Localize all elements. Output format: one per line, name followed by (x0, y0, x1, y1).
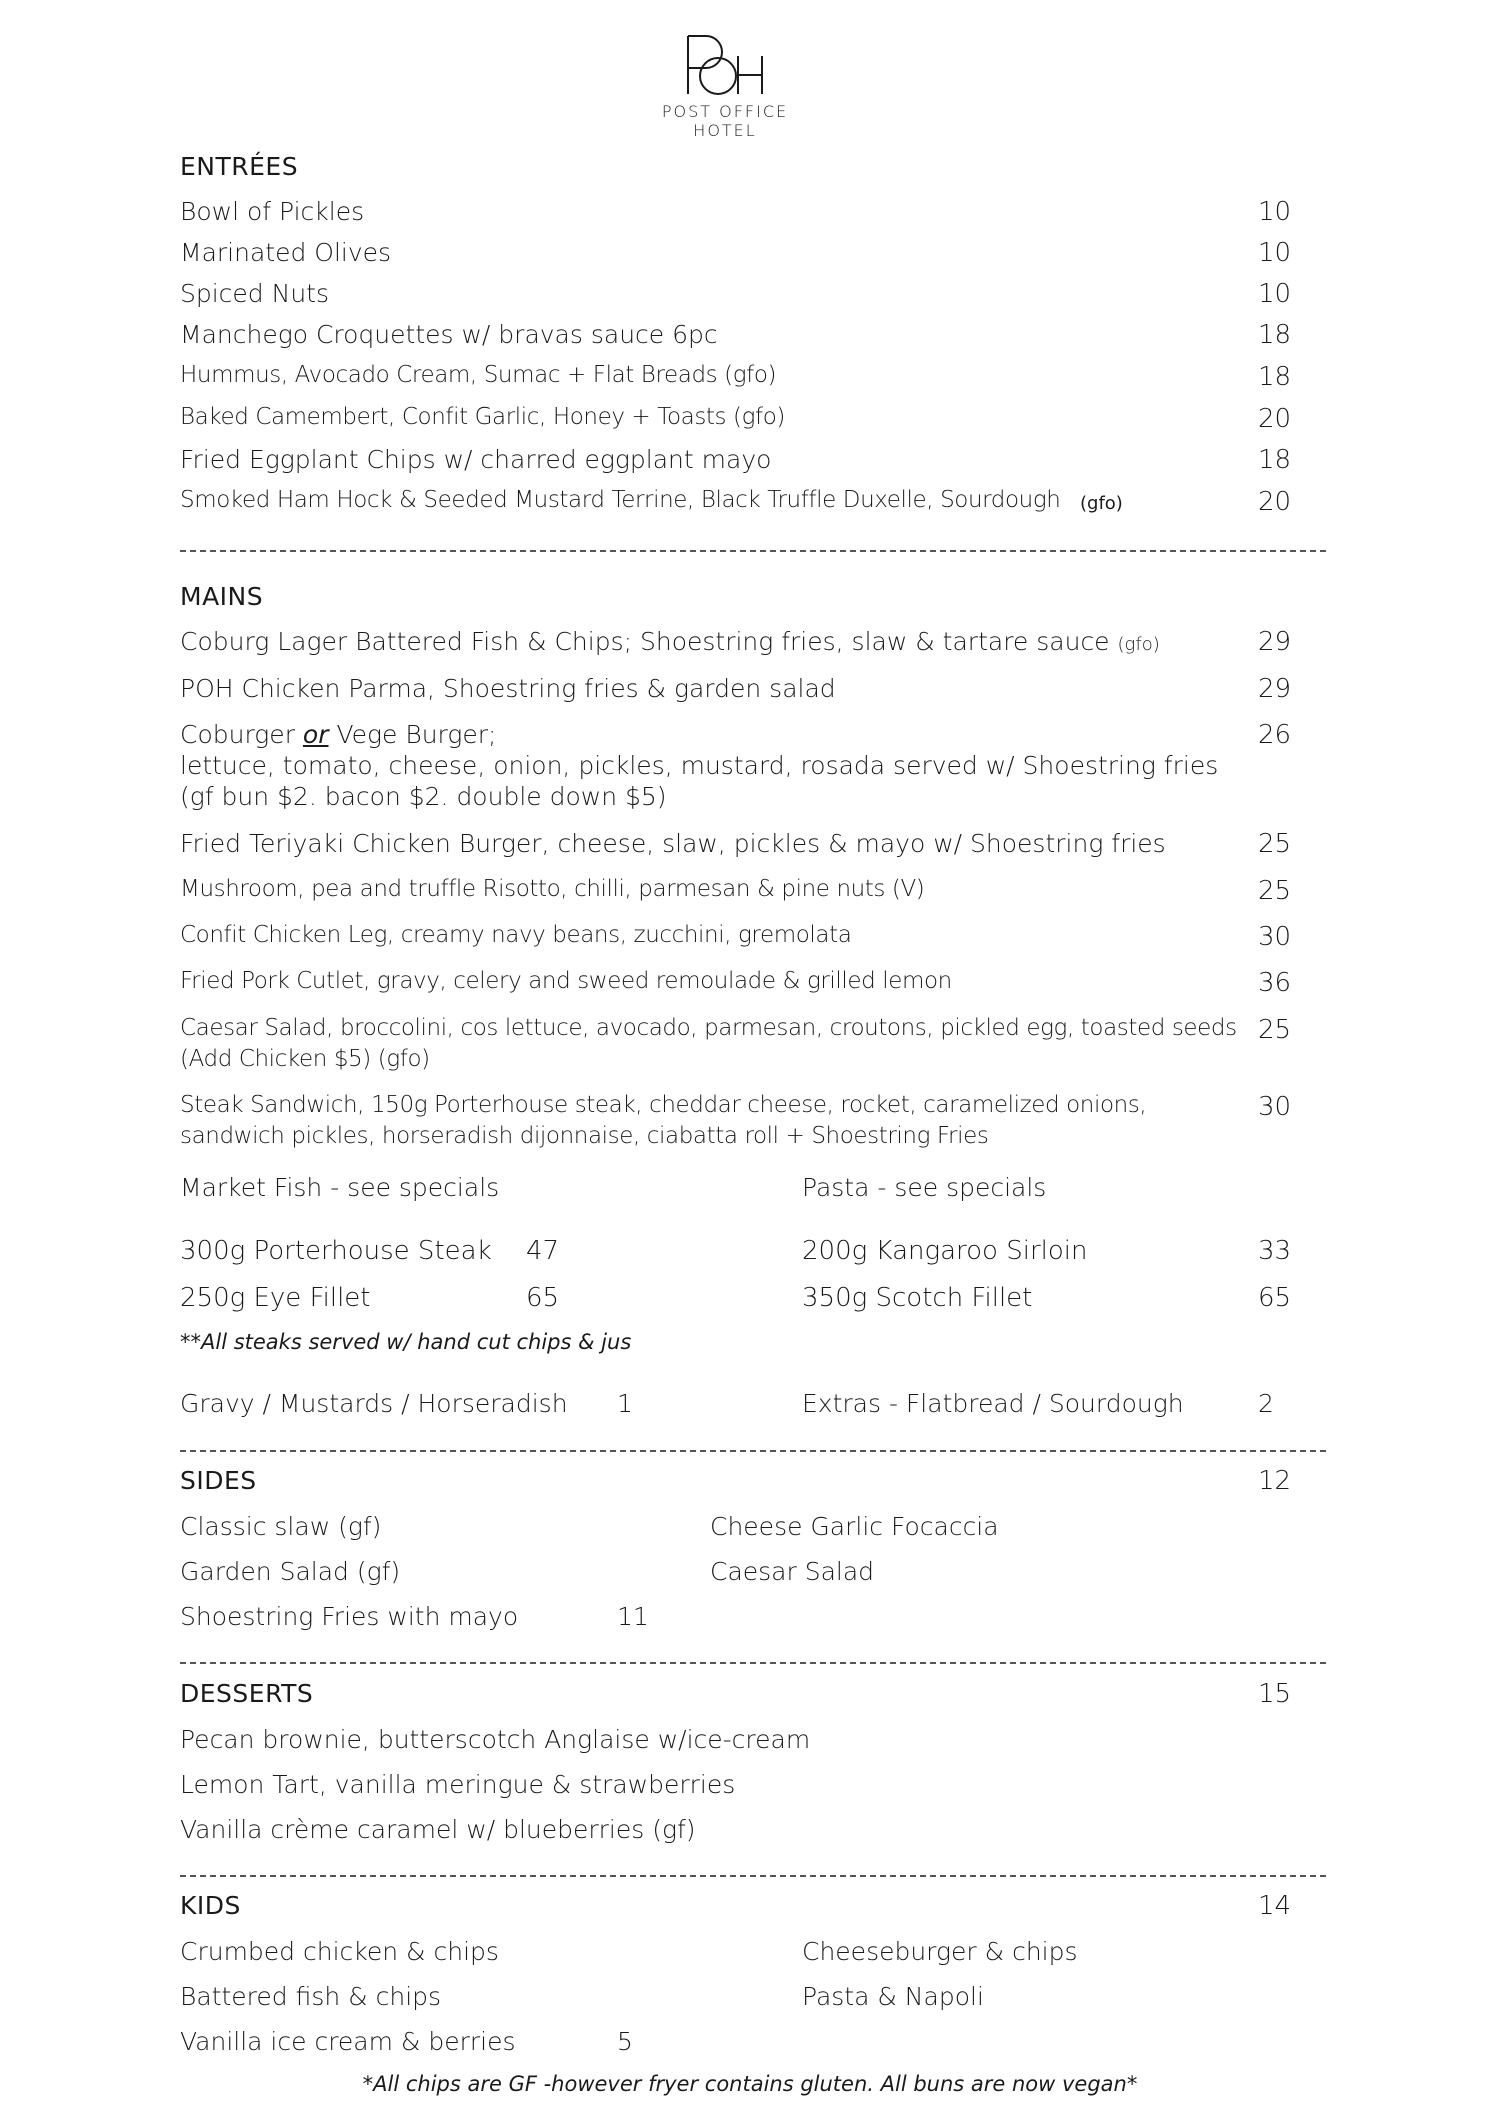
item-price: 25 (1258, 829, 1292, 859)
steak-item: 250g Eye Fillet (180, 1283, 371, 1313)
item-price: 18 (1258, 320, 1292, 350)
steak-price: 65 (526, 1283, 560, 1313)
specials-market-fish: Market Fish - see specials (180, 1173, 500, 1202)
brand-name: POST OFFICE HOTEL (661, 102, 789, 140)
list-item: Manchego Croquettes w/ bravas sauce 6pc (180, 320, 718, 349)
sides-heading: SIDES (180, 1466, 257, 1495)
section-divider (180, 550, 1326, 552)
desserts-price: 15 (1258, 1679, 1292, 1709)
item-price: 36 (1258, 968, 1292, 998)
item-price: 25 (1258, 1015, 1292, 1045)
list-item: Classic slaw (gf) (180, 1512, 382, 1541)
item-price: 30 (1258, 922, 1292, 952)
item-price: 29 (1258, 674, 1292, 704)
sides-price: 12 (1258, 1466, 1292, 1496)
list-item: Fried Pork Cutlet, gravy, celery and sweed remoulade & grilled lemon (180, 968, 952, 994)
list-item: Fried Eggplant Chips w/ charred eggplant mayo (180, 445, 772, 474)
item-description: (gf bun $2. bacon $2. double down $5) (180, 782, 667, 811)
kids-heading: KIDS (180, 1891, 241, 1920)
item-name-or: or (302, 720, 329, 749)
list-item: Lemon Tart, vanilla meringue & strawberries (180, 1770, 736, 1799)
section-divider (180, 1662, 1326, 1664)
item-price: 10 (1258, 197, 1292, 227)
entrees-heading: ENTRÉES (180, 152, 299, 181)
list-item: Caesar Salad, broccolini, cos lettuce, avocado, parmesan, croutons, pickled egg, toasted seeds (180, 1015, 1237, 1041)
item-price: 5 (617, 2027, 633, 2056)
list-item: Pecan brownie, butterscotch Anglaise w/ice-cream (180, 1725, 811, 1754)
section-divider (180, 1875, 1326, 1877)
poh-monogram-icon (680, 32, 770, 98)
section-divider (180, 1450, 1326, 1452)
steak-item: 300g Porterhouse Steak (180, 1236, 492, 1266)
item-name: Coburg Lager Battered Fish & Chips; Shoestring fries, slaw & tartare sauce (180, 627, 1110, 656)
item-price: 10 (1258, 238, 1292, 268)
steak-item: 350g Scotch Fillet (802, 1283, 1033, 1313)
list-item: Spiced Nuts (180, 279, 329, 308)
list-item: Vanilla ice cream & berries (180, 2027, 516, 2056)
list-item: Crumbed chicken & chips (180, 1937, 499, 1966)
item-price: 20 (1258, 487, 1292, 517)
list-item (180, 627, 1160, 656)
steak-price: 33 (1258, 1236, 1292, 1266)
list-item: Steak Sandwich, 150g Porterhouse steak, cheddar cheese, rocket, caramelized onions, (180, 1092, 1147, 1118)
item-note: (gfo) (1080, 493, 1123, 514)
desserts-heading: DESSERTS (180, 1679, 314, 1708)
list-item: Hummus, Avocado Cream, Sumac + Flat Breads (gfo) (180, 362, 777, 388)
steak-note: **All steaks served w/ hand cut chips & jus (180, 1330, 632, 1354)
item-price: 18 (1258, 362, 1292, 392)
item-price: 20 (1258, 404, 1292, 434)
list-item: Shoestring Fries with mayo (180, 1602, 519, 1631)
item-price: 30 (1258, 1092, 1292, 1122)
list-item: Fried Teriyaki Chicken Burger, cheese, slaw, pickles & mayo w/ Shoestring fries (180, 829, 1166, 858)
list-item: Baked Camembert, Confit Garlic, Honey + Toasts (gfo) (180, 404, 785, 430)
list-item (180, 720, 496, 749)
list-item: Bowl of Pickles (180, 197, 365, 226)
list-item: Mushroom, pea and truffle Risotto, chilli, parmesan & pine nuts (V) (180, 876, 925, 902)
item-note: (gfo) (1117, 634, 1160, 655)
specials-pasta: Pasta - see specials (802, 1173, 1047, 1202)
mains-heading: MAINS (180, 582, 264, 611)
extras-item: Extras - Flatbread / Sourdough (802, 1389, 1184, 1418)
list-item: Caesar Salad (710, 1557, 875, 1586)
list-item: Marinated Olives (180, 238, 392, 267)
extras-item: Gravy / Mustards / Horseradish (180, 1389, 568, 1418)
list-item: POH Chicken Parma, Shoestring fries & garden salad (180, 674, 836, 703)
item-name: Coburger (180, 720, 295, 749)
item-price: 18 (1258, 445, 1292, 475)
steak-price: 47 (526, 1236, 560, 1266)
item-price: 29 (1258, 627, 1292, 657)
item-price: 11 (617, 1602, 649, 1631)
list-item: Garden Salad (gf) (180, 1557, 401, 1586)
list-item: Pasta & Napoli (802, 1982, 984, 2011)
item-price: 25 (1258, 876, 1292, 906)
item-description: lettuce, tomato, cheese, onion, pickles, mustard, rosada served w/ Shoestring fries (180, 751, 1219, 780)
item-description: sandwich pickles, horseradish dijonnaise, ciabatta roll + Shoestring Fries (180, 1123, 989, 1149)
item-price: 26 (1258, 720, 1292, 750)
list-item: Battered fish & chips (180, 1982, 442, 2011)
item-description: (Add Chicken $5) (gfo) (180, 1046, 430, 1072)
list-item: Smoked Ham Hock & Seeded Mustard Terrine, Black Truffle Duxelle, Sourdough (180, 487, 1061, 513)
list-item: Vanilla crème caramel w/ blueberries (gf) (180, 1815, 696, 1844)
brand-logo (640, 32, 810, 140)
steak-price: 65 (1258, 1283, 1292, 1313)
kids-price: 14 (1258, 1891, 1292, 1921)
list-item: Cheeseburger & chips (802, 1937, 1078, 1966)
extras-price: 1 (617, 1389, 633, 1418)
item-name: Vege Burger; (336, 720, 497, 749)
footer-note: *All chips are GF -however fryer contains gluten. All buns are now vegan* (362, 2072, 1138, 2096)
extras-price: 2 (1258, 1389, 1274, 1418)
item-price: 10 (1258, 279, 1292, 309)
list-item: Cheese Garlic Focaccia (710, 1512, 999, 1541)
list-item: Confit Chicken Leg, creamy navy beans, zucchini, gremolata (180, 922, 852, 948)
steak-item: 200g Kangaroo Sirloin (802, 1236, 1088, 1266)
